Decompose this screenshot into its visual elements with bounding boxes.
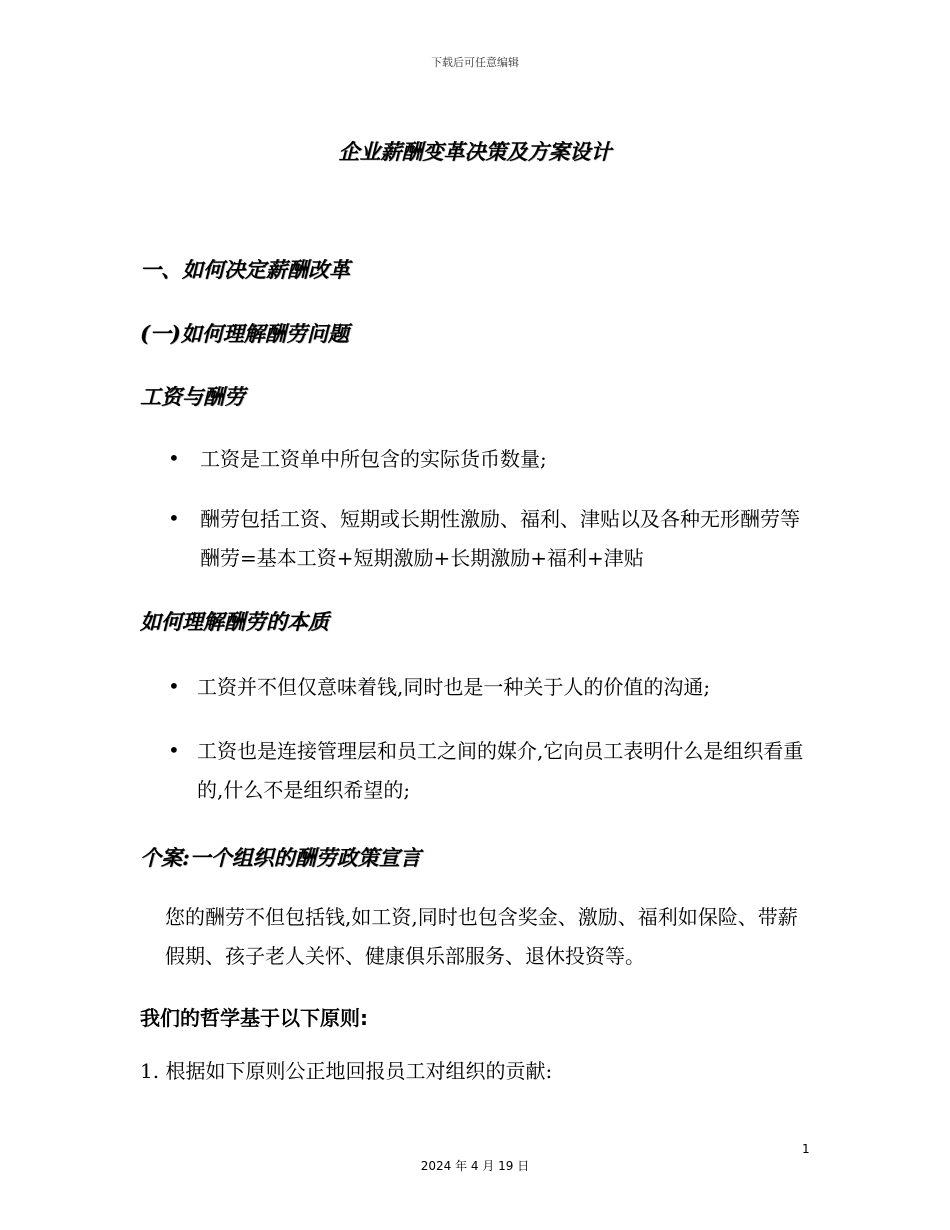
wages-bullet-2: 酬劳包括工资、短期或长期性激励、福利、津贴以及各种无形酬劳等酬劳=基本工资+短期激励+长期激励+福利+津贴 xyxy=(200,507,800,570)
bullet-marker: • xyxy=(168,738,180,762)
case-heading: 个案:一个组织的酬劳政策宣言 xyxy=(140,845,421,870)
header-note: 下载后可任意编辑 xyxy=(431,56,519,69)
subsection-heading: (一)如何理解酬劳问题 xyxy=(140,321,349,346)
page-number: 1 xyxy=(802,1142,810,1156)
bullet-marker: • xyxy=(168,674,180,698)
wages-heading: 工资与酬劳 xyxy=(140,384,245,409)
principles-heading: 我们的哲学基于以下原则: xyxy=(140,1006,368,1030)
wages-bullet-1: 工资是工资单中所包含的实际货币数量; xyxy=(200,447,547,471)
footer-date: 2024 年 4 月 19 日 xyxy=(420,1159,530,1173)
bullet-marker: • xyxy=(168,446,180,470)
essence-bullet-1: 工资并不但仅意味着钱,同时也是一种关于人的价值的沟通; xyxy=(197,675,711,699)
essence-bullet-2: 工资也是连接管理层和员工之间的媒介,它向员工表明什么是组织看重的,什么不是组织希望的; xyxy=(197,739,804,802)
case-paragraph: 您的酬劳不但包括钱,如工资,同时也包含奖金、激励、福利如保险、带薪假期、孩子老人关怀、健康俱乐部服务、退休投资等。 xyxy=(165,905,798,968)
section-heading: 一、如何决定薪酬改革 xyxy=(140,257,350,282)
essence-heading: 如何理解酬劳的本质 xyxy=(140,609,329,634)
bullet-marker: • xyxy=(168,506,180,530)
principle-1: 1. 根据如下原则公正地回报员工对组织的贡献: xyxy=(140,1059,553,1083)
document-title: 企业薪酬变革决策及方案设计 xyxy=(338,139,612,164)
